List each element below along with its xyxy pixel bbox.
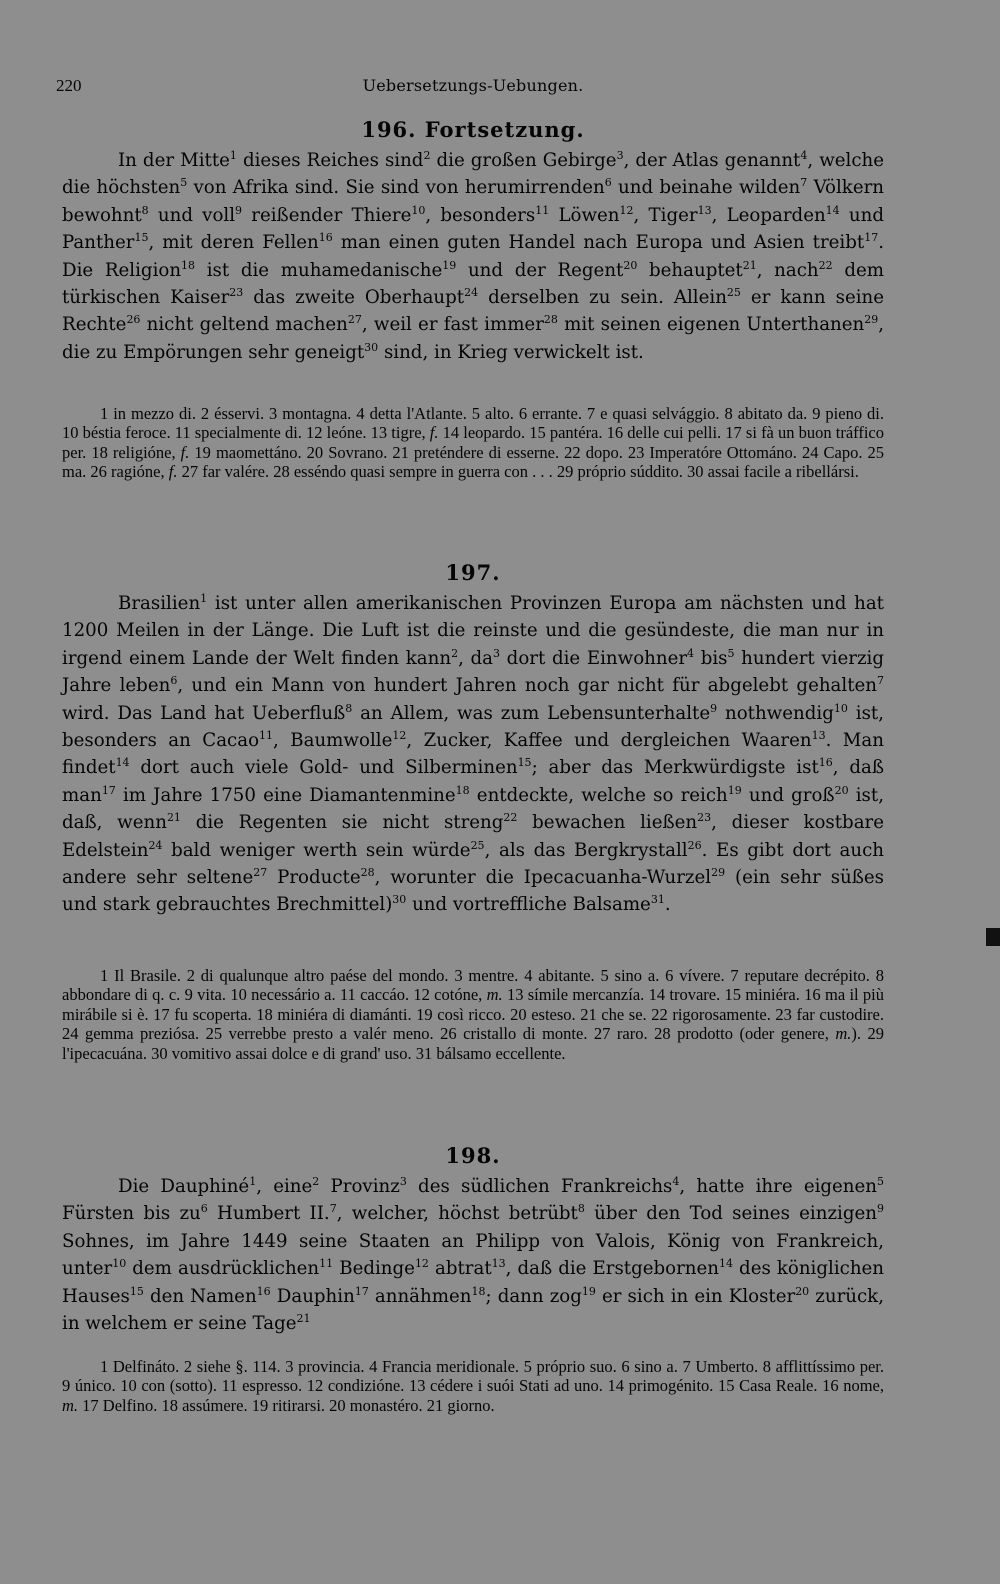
running-title: Uebersetzungs-Uebungen. [362, 76, 584, 95]
section-198-footnotes: 1 Delfináto. 2 siehe §. 114. 3 provincia. 4 Francia meridionale. 5 próprio suo. 6 sino a. 7 Umberto. 8 afflittíssimo per. 9 único. 10 con (sotto). 11 espresso. 12 condizióne. 13 cédere i suói Stati ad uno. 14 primogénito. 15 Casa Reale. 16 nome, m. 17 Delfino. 18 assúmere. 19 ritirarsi. 20 monastéro. 21 giorno. [62, 1357, 884, 1415]
section-196-paragraph: In der Mitte$^1$ dieses Reiches sind$^2$ die großen Gebirge$^3$, der Atlas genannt$^4$, welche die höchsten$^5$ von Afrika sind. Sie sind von herumirrenden$^6$ und beinahe wilden$^7$ Völkern bewohnt$^8$ und voll$^9$ reißender Thiere$^{10}$, besonders$^{11}$ Löwen$^{12}$, Tiger$^{13}$, Leoparden$^{14}$ und Panther$^{15}$, mit deren Fellen$^{16}$ man einen guten Handel nach Europa und Asien treibt$^{17}$. Die Religion$^{18}$ ist die muhamedanische$^{19}$ und der Regent$^{20}$ behauptet$^{21}$, nach$^{22}$ dem türkischen Kaiser$^{23}$ das zweite Oberhaupt$^{24}$ derselben zu sein. Allein$^{25}$ er kann seine Rechte$^{26}$ nicht geltend machen$^{27}$, weil er fast immer$^{28}$ mit seinen eigenen Unterthanen$^{29}$, die zu Empörungen sehr geneigt$^{30}$ sind, in Krieg verwickelt ist. [62, 148, 885, 363]
section-197-notes [62, 966, 884, 1063]
section-198-heading: 198. [445, 1143, 501, 1168]
page-number: 220 [56, 76, 82, 95]
section-196-text [62, 147, 884, 366]
section-198-text [62, 1173, 884, 1337]
section-197-paragraph: Brasilien$^1$ ist unter allen amerikanischen Provinzen Europa am nächsten und hat 1200 Meilen in der Länge. Die Luft ist die reinste und die gesündeste, die man nur in irgend einem Lande der Welt finden kann$^2$, $da^3$ dort die Einwohner$^4$ bis$^5$ hundert vierzig Jahre leben$^6$, und ein Mann von hundert Jahren noch gar nicht für abgelebt gehalten$^7$ wird. Das Land hat Ueberfluß$^8$ an Allem, was zum Lebensunterhalte$^9$ nothwendig$^{10}$ ist, besonders an Cacao$^{11}$, Baumwolle$^{12}$, Zucker, Kaffee und dergleichen Waaren$^{13}$. Man findet$^{14}$ dort auch viele Gold- und Silberminen$^{15}$; aber das Merkwürdigste ist$^{16}$, daß man$^{17}$ im Jahre 1750 eine Diamantenmine$^{18}$ entdeckte, welche so reich$^{19}$ und groß$^{20}$ ist, daß, wenn$^{21}$ die Regenten sie nicht streng$^{22}$ bewachen ließen$^{23}$, dieser kostbare Edelstein$^{24}$ bald weniger werth sein würde$^{25}$, als das Bergkrystall$^{26}$. Es gibt dort auch andere sehr seltene$^{27}$ Producte$^{28}$, worunter die Ipecacuanha-Wurzel$^{29}$ (ein sehr süßes und stark gebrauchtes Brechmittel)$^{30}$ und vortreffliche Balsame$^{31}$. [62, 591, 885, 916]
section-197-text [62, 590, 884, 919]
section-196-heading: 196. Fortsetzung. [361, 117, 585, 142]
page-header [56, 76, 884, 100]
section-198-notes [62, 1357, 884, 1415]
section-196-footnotes: 1 in mezzo di. 2 ésservi. 3 montagna. 4 detta l'Atlante. 5 alto. 6 errante. 7 e quasi selvággio. 8 abitato da. 9 pieno di. 10 béstia feroce. 11 specialmente di. 12 leóne. 13 tigre, f. 14 leopardo. 15 pantéra. 16 delle cui pelli. 17 si fà un buon tráffico per. 18 religióne, f. 19 maomettáno. 20 Sovrano. 21 preténdere di esserne. 22 dopo. 23 Imperatóre Ottománo. 24 Capo. 25 ma. 26 ragióne, f. 27 far valére. 28 esséndo quasi sempre in guerra con . . . 29 próprio súddito. 30 assai facile a ribellársi. [62, 404, 885, 482]
section-198-paragraph: Die Dauphiné$^1$, eine$^2$ Provinz$^3$ des südlichen Frankreichs$^4$, hatte ihre eigenen$^5$ Fürsten bis $zu^6$ Humbert II.$^7$, welcher, höchst betrübt$^8$ über den Tod seines einzigen$^9$ Sohnes, im Jahre 1449 seine Staaten an Philipp von Valois, König von Frankreich, unter$^{10}$ dem ausdrücklichen$^{11}$ Bedinge$^{12}$ abtrat$^{13}$, daß die Erstgebornen$^{14}$ des königlichen Hauses$^{15}$ den Namen$^{16}$ Dauphin$^{17}$ annähmen$^{18}$; dann zog$^{19}$ er sich in ein Kloster$^{20}$ zurück, in welchem er seine Tage$^{21}$ [62, 1174, 885, 1335]
book-page [56, 0, 885, 1584]
section-196-notes [62, 404, 884, 482]
section-197-heading: 197. [445, 560, 501, 585]
page-edge-mark [986, 928, 1000, 946]
section-197-footnotes: 1 Il Brasile. 2 di qualunque altro paése del mondo. 3 mentre. 4 abitante. 5 sino a. 6 vívere. 7 reputare decrépito. 8 abbondare di q. c. 9 vita. 10 necessário a. 11 caccáo. 12 cotóne, m. 13 símile mercanzía. 14 trovare. 15 miniéra. 16 ma il più mirábile si è. 17 fu scoperta. 18 miniéra di diamánti. 19 così ricco. 20 esteso. 21 che se. 22 rigorosamente. 23 far custodire. 24 gemma preziósa. 25 verrebbe presto a valér meno. 26 cristallo di monte. 27 raro. 28 prodotto (oder genere, m.). 29 l'ipecacuána. 30 vomitivo assai dolce e di grand' uso. 31 bálsamo eccellente. [62, 966, 884, 1063]
